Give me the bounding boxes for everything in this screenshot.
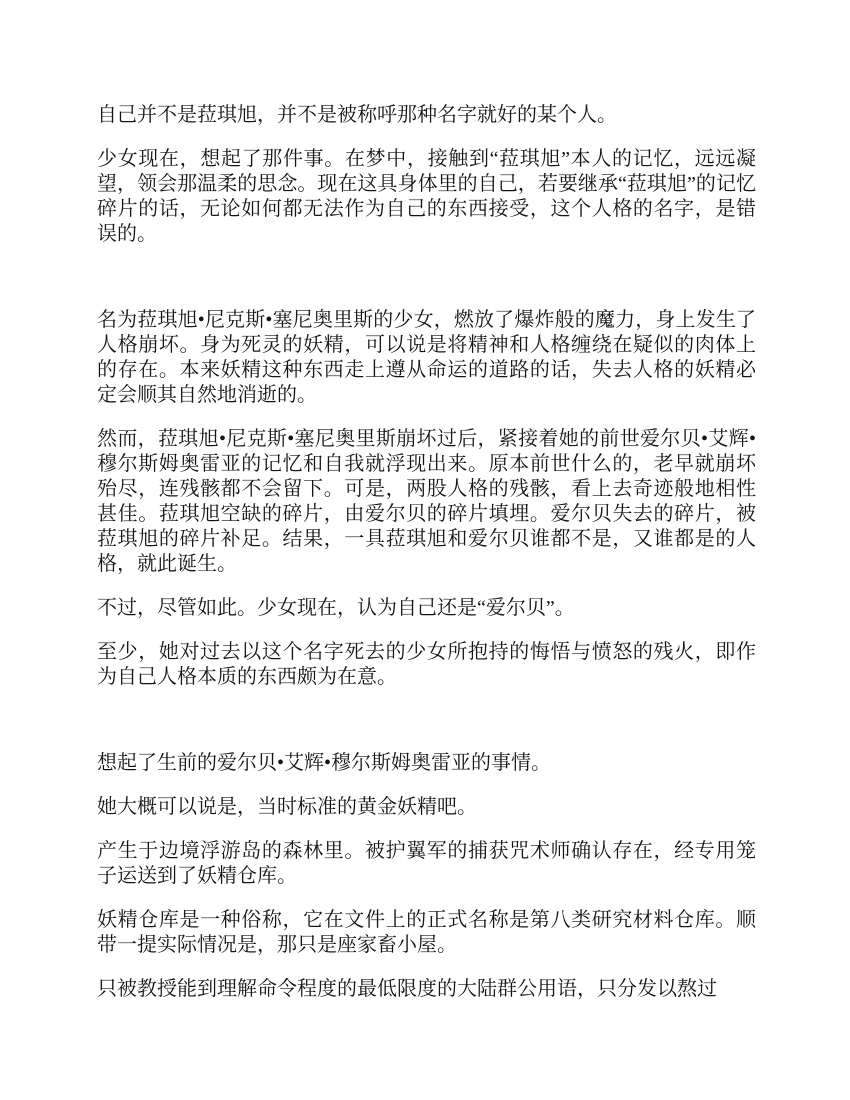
paragraph: 妖精仓库是一种俗称，它在文件上的正式名称是第八类研究材料仓库。顺带一提实际情况是，那只是座家畜小屋。 [97, 909, 756, 956]
paragraph: 想起了生前的爱尔贝•艾辉•穆尔斯姆奥雷亚的事情。 [97, 752, 552, 774]
paragraph: 名为菈琪旭•尼克斯•塞尼奥里斯的少女，燃放了爆炸般的魔力，身上发生了人格崩坏。身为死灵的妖精，可以说是将精神和人格缠绕在疑似的肉体上的存在。本来妖精这种东西走上遵从命运的道路的话，失去人格的妖精必定会顺其自然地消逝的。 [97, 309, 756, 406]
paragraph: 不过，尽管如此。少女现在，认为自己还是“爱尔贝”。 [97, 597, 575, 619]
document-body [97, 103, 756, 1002]
scene-break [97, 266, 756, 308]
paragraph: 少女现在，想起了那件事。在梦中，接触到“菈琪旭”本人的记忆，远远凝望，领会那温柔的思念。现在这具身体里的自己，若要继承“菈琪旭”的记忆碎片的话，无论如何都无法作为自己的东西接受，这个人格的名字，是错误的。 [97, 148, 756, 245]
paragraph: 然而，菈琪旭•尼克斯•塞尼奥里斯崩坏过后，紧接着她的前世爱尔贝•艾辉•穆尔斯姆奥雷亚的记忆和自我就浮现出来。原本前世什么的，老早就崩坏殆尽，连残骸都不会留下。可是，两股人格的残骸，看上去奇迹般地相性甚佳。菈琪旭空缺的碎片，由爱尔贝的碎片填埋。爱尔贝失去的碎片，被菈琪旭的碎片补足。结果，一具菈琪旭和爱尔贝谁都不是，又谁都是的人格，就此诞生。 [97, 428, 756, 575]
paragraph: 自己并不是菈琪旭，并不是被称呼那种名字就好的某个人。 [97, 104, 617, 126]
scene-break [97, 709, 756, 751]
paragraph: 至少，她对过去以这个名字死去的少女所抱持的悔悟与愤怒的残火，即作为自己人格本质的东西颇为在意。 [97, 641, 756, 688]
paragraph: 她大概可以说是，当时标准的黄金妖精吧。 [97, 796, 477, 818]
paragraph: 只被教授能到理解命令程度的最低限度的大陆群公用语，只分发以熬过 [97, 978, 717, 1000]
paragraph: 产生于边境浮游岛的森林里。被护翼军的捕获咒术师确认存在，经专用笼子运送到了妖精仓库。 [97, 840, 756, 887]
